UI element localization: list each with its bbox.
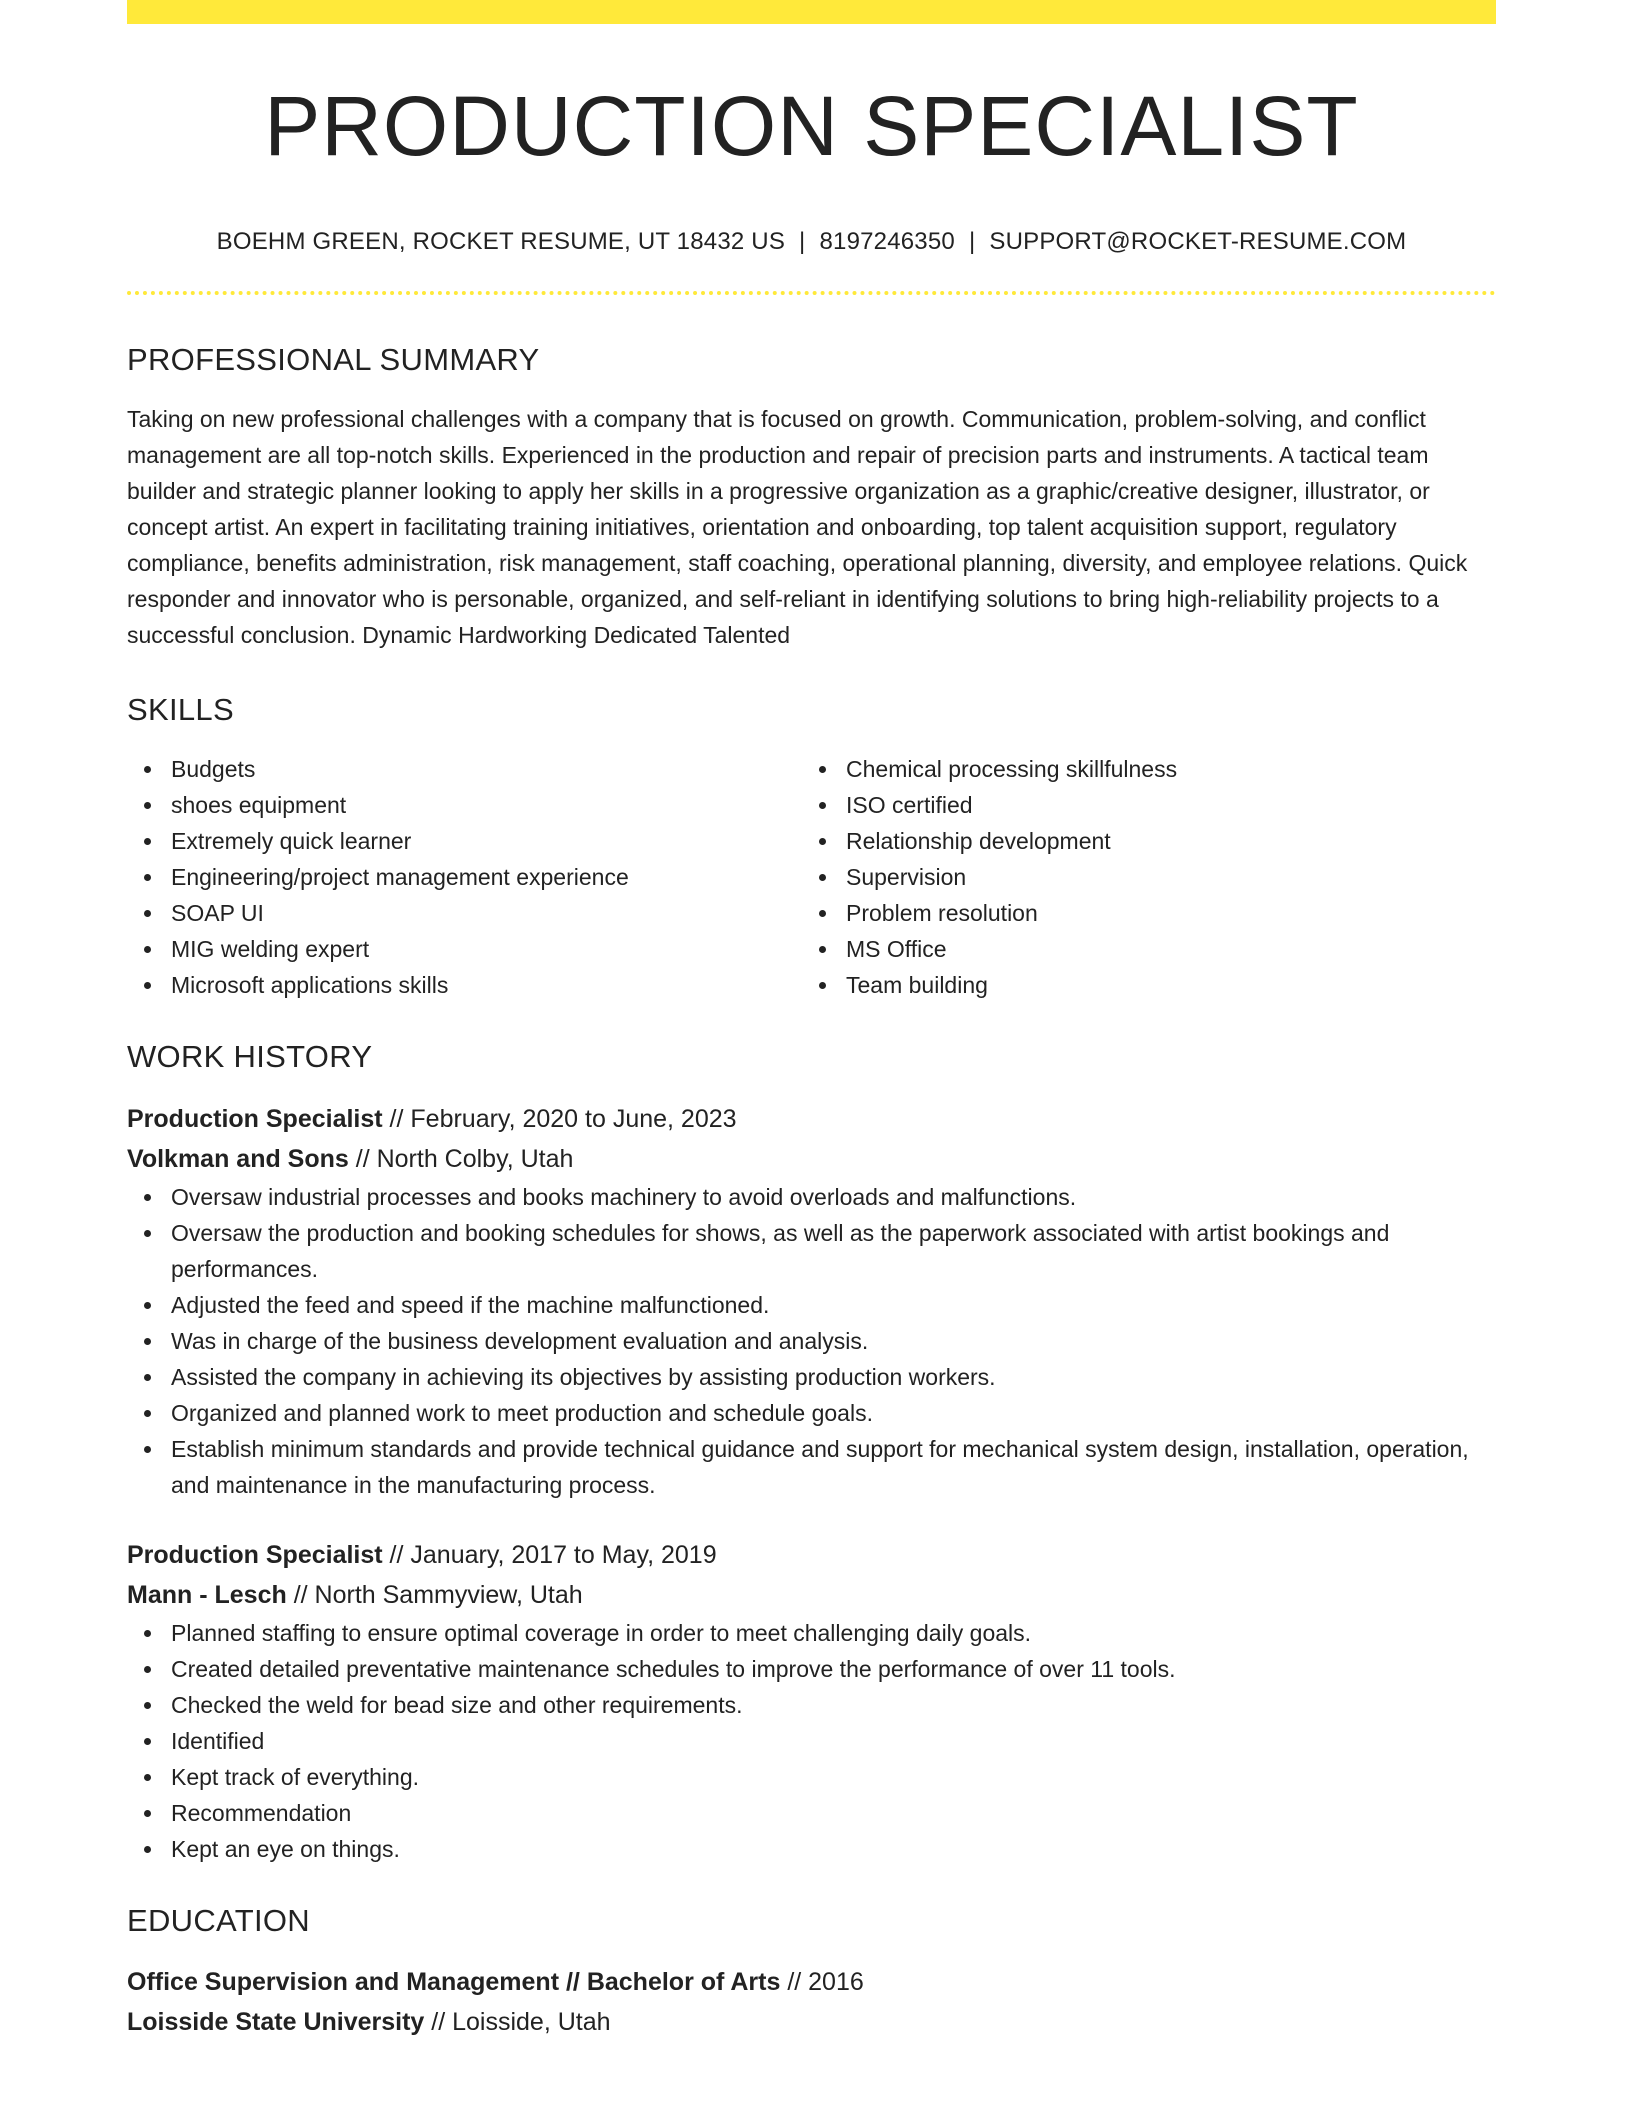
duty-item: Created detailed preventative maintenance schedules to improve the performance of over 11 tools. <box>127 1651 1496 1687</box>
skill-item: Team building <box>802 967 1477 1003</box>
skill-item: Engineering/project management experience <box>127 859 802 895</box>
skill-item: Chemical processing skillfulness <box>802 751 1477 787</box>
skill-item: Budgets <box>127 751 802 787</box>
skill-item: Extremely quick learner <box>127 823 802 859</box>
duty-item: Recommendation <box>127 1795 1496 1831</box>
contact-address: BOEHM GREEN, ROCKET RESUME, UT 18432 US <box>216 228 786 255</box>
job-title: Production Specialist <box>127 1105 383 1133</box>
duty-item: Organized and planned work to meet production and schedule goals. <box>127 1395 1496 1431</box>
job-title-line <box>127 1535 1496 1575</box>
education-heading: EDUCATION <box>127 1903 310 1938</box>
job-company-line <box>127 1575 1496 1615</box>
job-location: // North Colby, Utah <box>348 1145 574 1173</box>
duty-item: Oversaw industrial processes and books machinery to avoid overloads and malfunctions. <box>127 1179 1496 1215</box>
page-title: PRODUCTION SPECIALIST <box>264 79 1359 173</box>
education-entry <box>127 1962 1496 2042</box>
school-name: Loisside State University <box>127 2008 425 2036</box>
school-location: // Loisside, Utah <box>424 2008 611 2036</box>
job-entry <box>127 1535 1496 1867</box>
job-company: Mann - Lesch <box>127 1581 287 1609</box>
skills-heading: SKILLS <box>127 692 234 727</box>
duty-item: Identified <box>127 1723 1496 1759</box>
duty-item: Was in charge of the business development evaluation and analysis. <box>127 1323 1496 1359</box>
duty-item: Establish minimum standards and provide technical guidance and support for mechanical system design, installation, operation, and maintenance in the manufacturing process. <box>127 1431 1496 1503</box>
skills-column-right <box>802 751 1477 1003</box>
degree: Office Supervision and Management // Bachelor of Arts <box>127 1968 781 1996</box>
duty-item: Kept track of everything. <box>127 1759 1496 1795</box>
degree-line <box>127 1962 1496 2002</box>
work-history-heading: WORK HISTORY <box>127 1039 373 1074</box>
job-location: // North Sammyview, Utah <box>286 1581 583 1609</box>
job-company: Volkman and Sons <box>127 1145 349 1173</box>
summary-text: Taking on new professional challenges with a company that is focused on growth. Communication, problem-solving, and conflict management are all top-notch skills. Experienced in the production and repair of precision parts and instruments. A tactical team builder and strategic planner looking to apply her skills in a progressive organization as a graphic/creative designer, illustrator, or concept artist. An expert in facilitating training initiatives, orientation and onboarding, top talent acquisition support, regulatory compliance, benefits administration, risk management, staff coaching, operational planning, diversity, and employee relations. Quick responder and innovator who is personable, organized, and self-reliant in identifying solutions to bring high-reliability projects to a successful conclusion. Dynamic Hardworking Dedicated Talented <box>127 406 1468 648</box>
contact-phone: 8197246350 <box>819 228 955 255</box>
degree-year: // 2016 <box>780 1968 864 1996</box>
job-title-line <box>127 1099 1496 1139</box>
job-dates: // February, 2020 to June, 2023 <box>382 1105 737 1133</box>
skills-list <box>127 751 1496 1003</box>
duty-item: Checked the weld for bead size and other requirements. <box>127 1687 1496 1723</box>
skill-item: shoes equipment <box>127 787 802 823</box>
skill-item: SOAP UI <box>127 895 802 931</box>
skill-item: MIG welding expert <box>127 931 802 967</box>
dotted-divider <box>127 291 1496 295</box>
duty-item: Kept an eye on things. <box>127 1831 1496 1867</box>
skills-column-left <box>127 751 802 1003</box>
skill-item: Microsoft applications skills <box>127 967 802 1003</box>
accent-bar <box>127 0 1496 24</box>
duty-item: Planned staffing to ensure optimal coverage in order to meet challenging daily goals. <box>127 1615 1496 1651</box>
skill-item: ISO certified <box>802 787 1477 823</box>
contact-email: SUPPORT@ROCKET-RESUME.COM <box>989 228 1407 255</box>
summary-heading: PROFESSIONAL SUMMARY <box>127 342 540 377</box>
school-line <box>127 2002 1496 2042</box>
job-duties <box>127 1615 1496 1867</box>
contact-separator: | <box>799 228 806 255</box>
contact-separator: | <box>968 228 976 255</box>
job-entry <box>127 1099 1496 1503</box>
job-dates: // January, 2017 to May, 2019 <box>382 1541 717 1569</box>
resume-page <box>127 0 1496 2042</box>
job-title: Production Specialist <box>127 1541 383 1569</box>
skill-item: Problem resolution <box>802 895 1477 931</box>
job-company-line <box>127 1139 1496 1179</box>
duty-item: Oversaw the production and booking schedules for shows, as well as the paperwork associated with artist bookings and performances. <box>127 1215 1496 1287</box>
skill-item: MS Office <box>802 931 1477 967</box>
duty-item: Adjusted the feed and speed if the machine malfunctioned. <box>127 1287 1496 1323</box>
skill-item: Supervision <box>802 859 1477 895</box>
duty-item: Assisted the company in achieving its objectives by assisting production workers. <box>127 1359 1496 1395</box>
skill-item: Relationship development <box>802 823 1477 859</box>
contact-line <box>127 230 1496 254</box>
job-duties <box>127 1179 1496 1503</box>
